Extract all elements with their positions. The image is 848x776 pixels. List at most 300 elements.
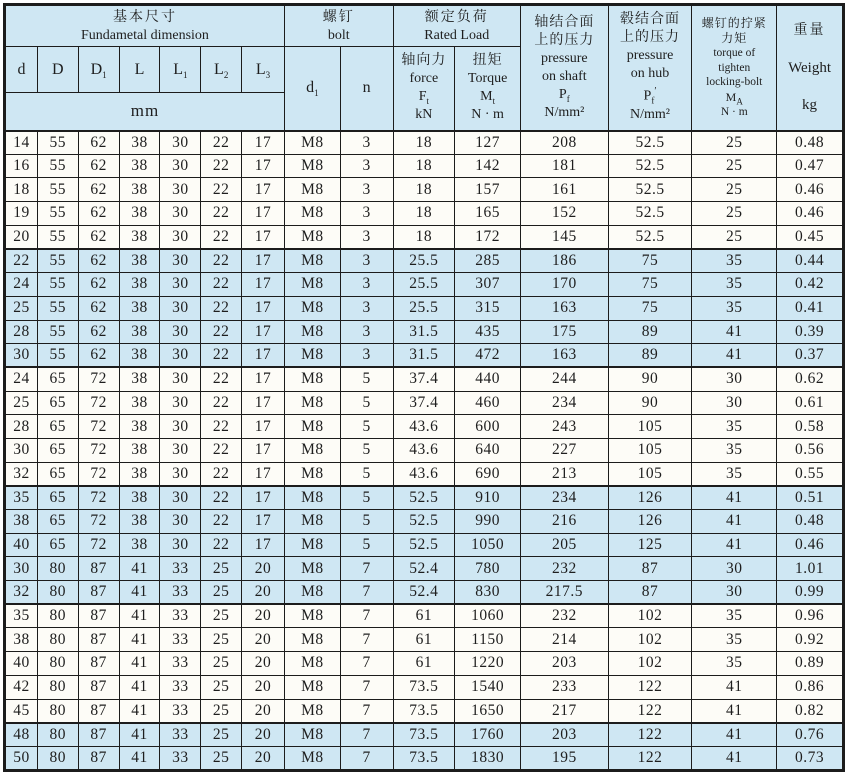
cell-D1: 62 bbox=[78, 344, 119, 368]
cell-D: 55 bbox=[37, 273, 78, 297]
cell-L: 38 bbox=[119, 438, 160, 462]
cell-D1: 72 bbox=[78, 486, 119, 510]
cell-d1: M8 bbox=[284, 202, 340, 226]
cell-weight: 0.82 bbox=[777, 699, 844, 723]
cell-d: 19 bbox=[5, 202, 38, 226]
table-row bbox=[5, 652, 844, 676]
cell-L: 38 bbox=[119, 391, 160, 415]
cell-L2: 22 bbox=[201, 320, 242, 344]
cell-L2: 22 bbox=[201, 202, 242, 226]
cell-D: 80 bbox=[37, 675, 78, 699]
cell-D1: 87 bbox=[78, 723, 119, 747]
cell-Pf: 234 bbox=[521, 486, 609, 510]
cell-d: 25 bbox=[5, 296, 38, 320]
cell-Pf: 233 bbox=[521, 675, 609, 699]
cell-MA: 35 bbox=[692, 296, 777, 320]
col-header-L3: $L_3$ bbox=[242, 47, 285, 93]
cell-Mt: 780 bbox=[455, 557, 521, 581]
cell-L3: 17 bbox=[242, 391, 285, 415]
cell-MA: 25 bbox=[692, 202, 777, 226]
cell-MA: 35 bbox=[692, 604, 777, 628]
torque-unit: N · m bbox=[471, 107, 504, 123]
cell-MA: 35 bbox=[692, 628, 777, 652]
col-header-weight bbox=[777, 5, 844, 131]
cell-d1: M8 bbox=[284, 557, 340, 581]
cell-L2: 22 bbox=[201, 462, 242, 486]
cell-n: 5 bbox=[340, 415, 393, 439]
cell-L3: 20 bbox=[242, 746, 285, 770]
cell-D: 80 bbox=[37, 723, 78, 747]
cell-Pf_prime: 52.5 bbox=[608, 131, 692, 155]
cell-Pf: 217.5 bbox=[521, 581, 609, 605]
cell-Pf_prime: 87 bbox=[608, 557, 692, 581]
cell-Mt: 315 bbox=[455, 296, 521, 320]
cell-d1: M8 bbox=[284, 367, 340, 391]
cell-d: 32 bbox=[5, 462, 38, 486]
cell-Ft: 73.5 bbox=[393, 675, 455, 699]
cell-D1: 62 bbox=[78, 225, 119, 249]
cell-weight: 0.99 bbox=[777, 581, 844, 605]
cell-d1: M8 bbox=[284, 628, 340, 652]
tightening-torque-symbol: $M_A$ bbox=[725, 89, 743, 107]
cell-Pf: 175 bbox=[521, 320, 609, 344]
cell-L3: 20 bbox=[242, 675, 285, 699]
cell-L2: 25 bbox=[201, 604, 242, 628]
weight-label-zh: 重量 bbox=[793, 23, 826, 39]
cell-L3: 17 bbox=[242, 320, 285, 344]
tightening-torque-en-2: tighten bbox=[718, 61, 751, 74]
cell-L: 41 bbox=[119, 628, 160, 652]
cell-Ft: 25.5 bbox=[393, 273, 455, 297]
cell-L3: 20 bbox=[242, 699, 285, 723]
cell-Pf_prime: 75 bbox=[608, 296, 692, 320]
cell-Pf_prime: 90 bbox=[608, 391, 692, 415]
cell-MA: 25 bbox=[692, 178, 777, 202]
cell-Ft: 52.4 bbox=[393, 581, 455, 605]
cell-MA: 25 bbox=[692, 154, 777, 178]
torque-symbol: $M_t$ bbox=[480, 89, 496, 107]
cell-L1: 30 bbox=[160, 249, 201, 273]
cell-d: 38 bbox=[5, 628, 38, 652]
cell-D1: 72 bbox=[78, 438, 119, 462]
cell-D1: 62 bbox=[78, 154, 119, 178]
cell-d1: M8 bbox=[284, 652, 340, 676]
cell-d: 16 bbox=[5, 154, 38, 178]
cell-L: 41 bbox=[119, 581, 160, 605]
cell-L: 38 bbox=[119, 462, 160, 486]
cell-Pf_prime: 90 bbox=[608, 367, 692, 391]
cell-d: 22 bbox=[5, 249, 38, 273]
cell-L1: 30 bbox=[160, 296, 201, 320]
cell-Mt: 460 bbox=[455, 391, 521, 415]
cell-MA: 25 bbox=[692, 225, 777, 249]
cell-d1: M8 bbox=[284, 131, 340, 155]
cell-Ft: 25.5 bbox=[393, 249, 455, 273]
cell-D1: 87 bbox=[78, 699, 119, 723]
table-row bbox=[5, 367, 844, 391]
cell-Ft: 18 bbox=[393, 154, 455, 178]
cell-n: 5 bbox=[340, 486, 393, 510]
cell-Ft: 73.5 bbox=[393, 699, 455, 723]
torque-zh: 扭矩 bbox=[472, 53, 503, 69]
cell-L: 38 bbox=[119, 154, 160, 178]
col-header-L1: $L_1$ bbox=[160, 47, 201, 93]
cell-Pf: 234 bbox=[521, 391, 609, 415]
cell-d1: M8 bbox=[284, 344, 340, 368]
cell-MA: 30 bbox=[692, 557, 777, 581]
cell-d: 28 bbox=[5, 415, 38, 439]
cell-weight: 0.56 bbox=[777, 438, 844, 462]
cell-L1: 30 bbox=[160, 273, 201, 297]
pressure-hub-zh-2: 上的压力 bbox=[620, 30, 681, 46]
table-row bbox=[5, 628, 844, 652]
cell-MA: 41 bbox=[692, 344, 777, 368]
cell-L2: 22 bbox=[201, 131, 242, 155]
cell-d1: M8 bbox=[284, 581, 340, 605]
cell-weight: 0.55 bbox=[777, 462, 844, 486]
cell-MA: 41 bbox=[692, 746, 777, 770]
cell-weight: 0.51 bbox=[777, 486, 844, 510]
cell-n: 7 bbox=[340, 557, 393, 581]
cell-MA: 41 bbox=[692, 510, 777, 534]
cell-Pf_prime: 105 bbox=[608, 438, 692, 462]
cell-D1: 87 bbox=[78, 604, 119, 628]
cell-L3: 17 bbox=[242, 131, 285, 155]
cell-d: 38 bbox=[5, 510, 38, 534]
cell-weight: 0.48 bbox=[777, 510, 844, 534]
cell-weight: 0.47 bbox=[777, 154, 844, 178]
cell-L1: 30 bbox=[160, 225, 201, 249]
cell-L3: 17 bbox=[242, 225, 285, 249]
cell-Pf_prime: 87 bbox=[608, 581, 692, 605]
cell-Pf: 243 bbox=[521, 415, 609, 439]
cell-MA: 30 bbox=[692, 391, 777, 415]
cell-L: 38 bbox=[119, 533, 160, 557]
cell-D: 65 bbox=[37, 438, 78, 462]
cell-Pf_prime: 52.5 bbox=[608, 154, 692, 178]
cell-d: 18 bbox=[5, 178, 38, 202]
pressure-hub-en-1: pressure bbox=[626, 48, 674, 64]
cell-L2: 25 bbox=[201, 628, 242, 652]
cell-Pf_prime: 102 bbox=[608, 604, 692, 628]
cell-d1: M8 bbox=[284, 675, 340, 699]
cell-MA: 35 bbox=[692, 652, 777, 676]
cell-L1: 30 bbox=[160, 344, 201, 368]
cell-n: 5 bbox=[340, 367, 393, 391]
cell-Pf_prime: 102 bbox=[608, 628, 692, 652]
cell-L3: 17 bbox=[242, 202, 285, 226]
axial-force-zh: 轴向力 bbox=[401, 53, 447, 69]
cell-Ft: 18 bbox=[393, 225, 455, 249]
cell-Ft: 31.5 bbox=[393, 344, 455, 368]
cell-n: 3 bbox=[340, 154, 393, 178]
cell-weight: 0.58 bbox=[777, 415, 844, 439]
cell-L2: 22 bbox=[201, 438, 242, 462]
cell-Ft: 18 bbox=[393, 131, 455, 155]
cell-n: 7 bbox=[340, 746, 393, 770]
axial-force-en: force bbox=[409, 71, 439, 87]
cell-d: 25 bbox=[5, 391, 38, 415]
cell-D1: 72 bbox=[78, 510, 119, 534]
rated-load-group-label-zh: 额定负荷 bbox=[424, 9, 489, 25]
cell-Mt: 472 bbox=[455, 344, 521, 368]
cell-L: 38 bbox=[119, 510, 160, 534]
specification-table bbox=[3, 3, 845, 772]
cell-L2: 25 bbox=[201, 557, 242, 581]
cell-Mt: 1830 bbox=[455, 746, 521, 770]
cell-n: 5 bbox=[340, 533, 393, 557]
cell-D: 55 bbox=[37, 178, 78, 202]
cell-L2: 22 bbox=[201, 225, 242, 249]
pressure-shaft-zh-2: 上的压力 bbox=[534, 32, 595, 48]
cell-weight: 0.62 bbox=[777, 367, 844, 391]
cell-D1: 87 bbox=[78, 675, 119, 699]
pressure-hub-unit: N/mm² bbox=[630, 107, 670, 123]
cell-MA: 25 bbox=[692, 131, 777, 155]
rated-load-group-label-en: Rated Load bbox=[424, 27, 490, 43]
cell-L1: 30 bbox=[160, 462, 201, 486]
cell-Pf: 232 bbox=[521, 604, 609, 628]
cell-D: 55 bbox=[37, 202, 78, 226]
col-header-L: L bbox=[119, 47, 160, 93]
table-row bbox=[5, 225, 844, 249]
cell-d1: M8 bbox=[284, 320, 340, 344]
col-header-d: d bbox=[5, 47, 38, 93]
cell-Ft: 43.6 bbox=[393, 438, 455, 462]
cell-d: 24 bbox=[5, 367, 38, 391]
cell-L3: 17 bbox=[242, 438, 285, 462]
cell-D: 80 bbox=[37, 699, 78, 723]
cell-L2: 22 bbox=[201, 391, 242, 415]
cell-Ft: 52.5 bbox=[393, 533, 455, 557]
cell-D: 80 bbox=[37, 746, 78, 770]
dimension-group-label-zh: 基本尺寸 bbox=[112, 9, 177, 25]
cell-d1: M8 bbox=[284, 746, 340, 770]
cell-weight: 0.39 bbox=[777, 320, 844, 344]
cell-weight: 0.42 bbox=[777, 273, 844, 297]
cell-D: 65 bbox=[37, 533, 78, 557]
tightening-torque-zh-1: 螺钉的拧紧 bbox=[701, 16, 767, 31]
cell-Mt: 1060 bbox=[455, 604, 521, 628]
cell-Mt: 1150 bbox=[455, 628, 521, 652]
cell-weight: 0.46 bbox=[777, 533, 844, 557]
cell-L1: 33 bbox=[160, 628, 201, 652]
cell-Pf: 170 bbox=[521, 273, 609, 297]
cell-L3: 20 bbox=[242, 628, 285, 652]
cell-L1: 33 bbox=[160, 557, 201, 581]
cell-Pf: 163 bbox=[521, 296, 609, 320]
cell-L3: 17 bbox=[242, 367, 285, 391]
cell-D: 80 bbox=[37, 581, 78, 605]
cell-Pf: 205 bbox=[521, 533, 609, 557]
bolt-group-label-en: bolt bbox=[327, 27, 350, 43]
cell-L: 38 bbox=[119, 415, 160, 439]
table-row bbox=[5, 296, 844, 320]
axial-force-unit: kN bbox=[415, 107, 433, 123]
cell-L: 38 bbox=[119, 486, 160, 510]
torque-en: Torque bbox=[467, 71, 508, 87]
cell-d: 32 bbox=[5, 581, 38, 605]
cell-n: 5 bbox=[340, 510, 393, 534]
cell-L: 38 bbox=[119, 202, 160, 226]
cell-n: 3 bbox=[340, 249, 393, 273]
cell-Ft: 18 bbox=[393, 202, 455, 226]
cell-Pf: 163 bbox=[521, 344, 609, 368]
cell-D1: 87 bbox=[78, 557, 119, 581]
cell-L2: 22 bbox=[201, 154, 242, 178]
cell-d: 30 bbox=[5, 438, 38, 462]
table-body bbox=[5, 131, 844, 771]
cell-MA: 35 bbox=[692, 415, 777, 439]
cell-weight: 0.46 bbox=[777, 202, 844, 226]
cell-D: 65 bbox=[37, 391, 78, 415]
header-row-groups bbox=[5, 5, 844, 47]
cell-d: 40 bbox=[5, 652, 38, 676]
col-header-axial-force bbox=[393, 47, 455, 131]
cell-D1: 62 bbox=[78, 178, 119, 202]
cell-D: 55 bbox=[37, 225, 78, 249]
cell-Pf_prime: 52.5 bbox=[608, 225, 692, 249]
cell-L1: 30 bbox=[160, 486, 201, 510]
pressure-hub-symbol: $P_f'$ bbox=[643, 86, 657, 106]
cell-Mt: 830 bbox=[455, 581, 521, 605]
cell-weight: 0.76 bbox=[777, 723, 844, 747]
pressure-hub-zh-1: 毂结合面 bbox=[620, 12, 681, 28]
cell-L: 41 bbox=[119, 652, 160, 676]
cell-Mt: 600 bbox=[455, 415, 521, 439]
cell-L1: 30 bbox=[160, 202, 201, 226]
cell-Mt: 640 bbox=[455, 438, 521, 462]
cell-L1: 30 bbox=[160, 154, 201, 178]
cell-L1: 33 bbox=[160, 699, 201, 723]
cell-Pf_prime: 75 bbox=[608, 273, 692, 297]
cell-Ft: 61 bbox=[393, 628, 455, 652]
cell-d: 30 bbox=[5, 344, 38, 368]
cell-Mt: 172 bbox=[455, 225, 521, 249]
cell-Pf_prime: 126 bbox=[608, 510, 692, 534]
cell-L2: 25 bbox=[201, 746, 242, 770]
cell-n: 3 bbox=[340, 344, 393, 368]
table-row bbox=[5, 462, 844, 486]
cell-Pf_prime: 122 bbox=[608, 746, 692, 770]
cell-L1: 30 bbox=[160, 510, 201, 534]
cell-Mt: 285 bbox=[455, 249, 521, 273]
cell-Pf_prime: 125 bbox=[608, 533, 692, 557]
cell-Pf_prime: 105 bbox=[608, 415, 692, 439]
cell-d: 14 bbox=[5, 131, 38, 155]
table-row bbox=[5, 320, 844, 344]
weight-label-en: Weight bbox=[788, 60, 832, 77]
cell-D1: 62 bbox=[78, 131, 119, 155]
cell-L: 38 bbox=[119, 344, 160, 368]
table-row bbox=[5, 249, 844, 273]
cell-weight: 0.48 bbox=[777, 131, 844, 155]
cell-L3: 17 bbox=[242, 249, 285, 273]
col-header-pressure-on-hub bbox=[608, 5, 692, 131]
cell-d1: M8 bbox=[284, 462, 340, 486]
cell-L1: 30 bbox=[160, 320, 201, 344]
cell-L1: 30 bbox=[160, 391, 201, 415]
cell-L: 38 bbox=[119, 249, 160, 273]
cell-weight: 0.92 bbox=[777, 628, 844, 652]
cell-L2: 22 bbox=[201, 273, 242, 297]
table-row bbox=[5, 510, 844, 534]
cell-D1: 87 bbox=[78, 628, 119, 652]
axial-force-symbol: $F_t$ bbox=[418, 89, 430, 107]
cell-d: 35 bbox=[5, 486, 38, 510]
pressure-shaft-en-1: pressure bbox=[541, 50, 588, 66]
cell-L2: 22 bbox=[201, 367, 242, 391]
table-row bbox=[5, 699, 844, 723]
cell-Mt: 1760 bbox=[455, 723, 521, 747]
cell-Pf: 152 bbox=[521, 202, 609, 226]
table-row bbox=[5, 415, 844, 439]
cell-weight: 0.45 bbox=[777, 225, 844, 249]
cell-d1: M8 bbox=[284, 391, 340, 415]
cell-MA: 30 bbox=[692, 581, 777, 605]
cell-n: 3 bbox=[340, 296, 393, 320]
cell-D: 80 bbox=[37, 652, 78, 676]
cell-d1: M8 bbox=[284, 533, 340, 557]
cell-L1: 30 bbox=[160, 367, 201, 391]
cell-D: 80 bbox=[37, 628, 78, 652]
cell-Mt: 690 bbox=[455, 462, 521, 486]
cell-L: 38 bbox=[119, 367, 160, 391]
cell-d1: M8 bbox=[284, 510, 340, 534]
cell-weight: 0.41 bbox=[777, 296, 844, 320]
cell-L1: 30 bbox=[160, 178, 201, 202]
cell-Pf: 216 bbox=[521, 510, 609, 534]
cell-Pf: 203 bbox=[521, 652, 609, 676]
table-row bbox=[5, 581, 844, 605]
cell-Pf: 195 bbox=[521, 746, 609, 770]
cell-D1: 62 bbox=[78, 273, 119, 297]
cell-D1: 72 bbox=[78, 415, 119, 439]
cell-D1: 72 bbox=[78, 462, 119, 486]
cell-L3: 20 bbox=[242, 604, 285, 628]
cell-n: 7 bbox=[340, 652, 393, 676]
cell-d: 28 bbox=[5, 320, 38, 344]
cell-n: 5 bbox=[340, 438, 393, 462]
bolt-group-label-zh: 螺钉 bbox=[322, 9, 355, 25]
cell-n: 3 bbox=[340, 320, 393, 344]
cell-d1: M8 bbox=[284, 225, 340, 249]
cell-D: 55 bbox=[37, 249, 78, 273]
table-row bbox=[5, 557, 844, 581]
table-row bbox=[5, 675, 844, 699]
cell-Mt: 165 bbox=[455, 202, 521, 226]
cell-Ft: 37.4 bbox=[393, 367, 455, 391]
unit-mm-cell: mm bbox=[5, 93, 285, 131]
cell-Pf_prime: 75 bbox=[608, 249, 692, 273]
cell-D1: 62 bbox=[78, 320, 119, 344]
cell-d1: M8 bbox=[284, 604, 340, 628]
cell-L3: 17 bbox=[242, 462, 285, 486]
cell-Pf_prime: 89 bbox=[608, 320, 692, 344]
col-header-d1: $d_1$ bbox=[284, 47, 340, 131]
cell-L: 38 bbox=[119, 296, 160, 320]
table-header bbox=[5, 5, 844, 131]
cell-Ft: 73.5 bbox=[393, 723, 455, 747]
cell-MA: 35 bbox=[692, 438, 777, 462]
tightening-torque-unit: N · m bbox=[720, 105, 748, 118]
cell-L2: 25 bbox=[201, 699, 242, 723]
header-group-dimension bbox=[5, 5, 285, 47]
cell-Pf: 214 bbox=[521, 628, 609, 652]
cell-D: 65 bbox=[37, 462, 78, 486]
cell-D: 65 bbox=[37, 510, 78, 534]
cell-L3: 20 bbox=[242, 581, 285, 605]
